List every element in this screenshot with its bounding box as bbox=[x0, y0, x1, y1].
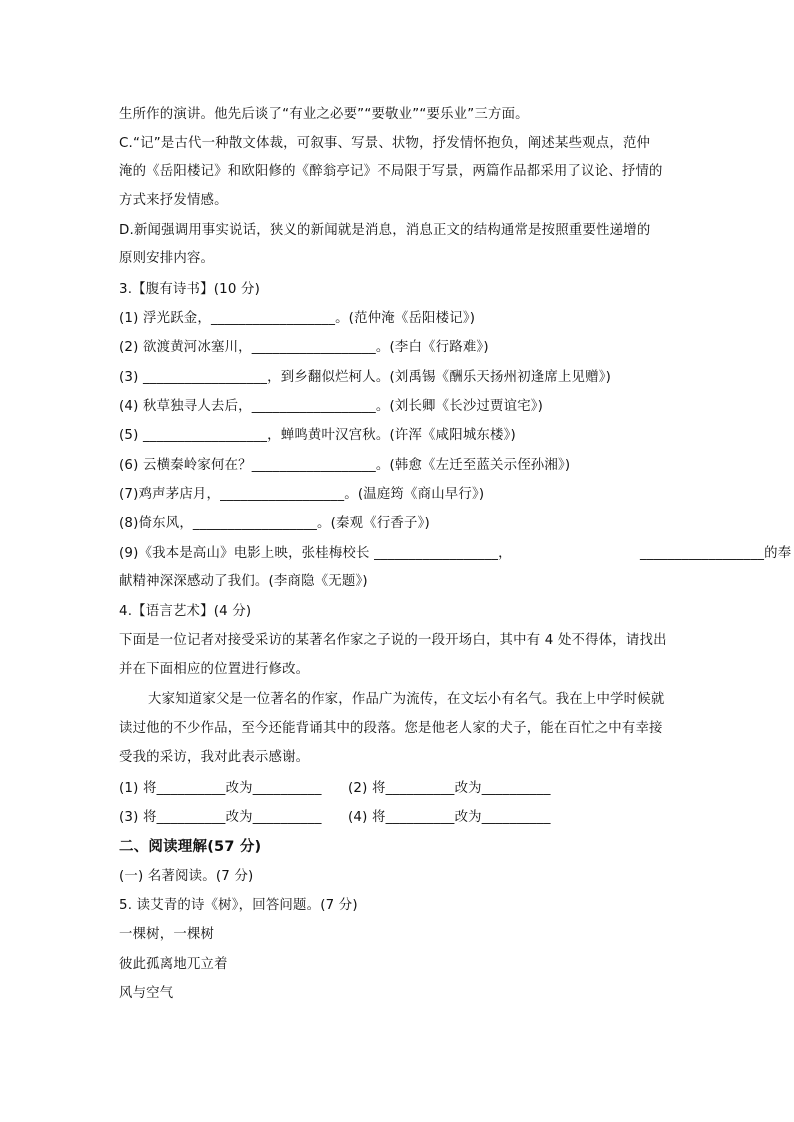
q3-item-8: (8)倚东风，__________________。(秦观《行香子》) bbox=[119, 516, 430, 531]
option-b-continued: 生所作的演讲。他先后谈了“有业之必要”“要敬业”“要乐业”三方面。 bbox=[119, 107, 529, 122]
q4-instruction-line-2: 并在下面相应的位置进行修改。 bbox=[119, 662, 310, 677]
q3-item-2: (2) 欲渡黄河冰塞川，__________________。(李白《行路难》) bbox=[119, 340, 489, 355]
poem-line-3: 风与空气 bbox=[119, 986, 174, 1001]
q3-item-6: (6) 云横秦岭家何在？__________________。(韩愈《左迁至蓝关示侄孙湘》) bbox=[119, 458, 571, 473]
q4-passage-line-1: 大家知道家父是一位著名的作家，作品广为流传，在文坛小有名气。我在上中学时候就 bbox=[148, 692, 665, 707]
q3-item-9-part-a: (9)《我本是高山》电影上映，张桂梅校长 __________________， bbox=[119, 546, 512, 561]
q3-item-9-line-1 bbox=[119, 545, 792, 563]
q4-answer-4: (4) 将__________改为__________ bbox=[348, 810, 551, 825]
section-2-title: 二、阅读理解(57 分) bbox=[119, 839, 262, 855]
poem-line-1: 一棵树，一棵树 bbox=[119, 927, 215, 942]
q4-answer-row-1 bbox=[119, 780, 559, 798]
q3-item-5: (5) __________________，蝉鸣黄叶汉宫秋。(许浑《咸阳城东楼》) bbox=[119, 428, 516, 443]
option-d-line-2: 原则安排内容。 bbox=[119, 251, 215, 266]
q3-item-7: (7)鸡声茅店月，__________________。(温庭筠《商山早行》) bbox=[119, 487, 485, 502]
q3-item-4: (4) 秋草独寻人去后，__________________。(刘长卿《长沙过贾谊宅》) bbox=[119, 399, 544, 414]
q4-answer-3: (3) 将__________改为__________ bbox=[119, 810, 322, 825]
option-c-line-3: 方式来抒发情感。 bbox=[119, 193, 228, 208]
part-1-heading: (一) 名著阅读。(7 分) bbox=[119, 869, 254, 884]
q3-item-9-line-2: 献精神深深感动了我们。(李商隐《无题》) bbox=[119, 574, 368, 589]
question-4-heading: 4.【语言艺术】(4 分) bbox=[119, 604, 252, 619]
q4-passage-line-2: 读过他的不少作品，至今还能背诵其中的段落。您是他老人家的犬子，能在百忙之中有幸接 bbox=[119, 721, 663, 736]
q3-item-9-part-b: __________________的奉 bbox=[640, 546, 792, 561]
q4-answer-row-2 bbox=[119, 809, 559, 827]
q4-instruction-line-1: 下面是一位记者对接受采访的某著名作家之子说的一段开场白，其中有 4 处不得体，请找出 bbox=[119, 633, 667, 648]
q3-item-1: (1) 浮光跃金，__________________。(范仲淹《岳阳楼记》) bbox=[119, 311, 476, 326]
q4-passage-line-3: 受我的采访，我对此表示感谢。 bbox=[119, 750, 310, 765]
q4-answer-1: (1) 将__________改为__________ bbox=[119, 781, 322, 796]
q3-item-3: (3) __________________，到乡翻似烂柯人。(刘禹锡《酬乐天扬州初逢席上见赠》) bbox=[119, 370, 612, 385]
q4-answer-2: (2) 将__________改为__________ bbox=[348, 781, 551, 796]
poem-line-2: 彼此孤离地兀立着 bbox=[119, 957, 228, 972]
option-c-line-2: 淹的《岳阳楼记》和欧阳修的《醉翁亭记》不局限于写景，两篇作品都采用了议论、抒情的 bbox=[119, 164, 663, 179]
question-3-heading: 3.【腹有诗书】(10 分) bbox=[119, 282, 261, 297]
option-c-line-1: C.“记”是古代一种散文体裁，可叙事、写景、状物，抒发情怀抱负，阐述某些观点，范仲 bbox=[119, 136, 651, 151]
option-d-line-1: D.新闻强调用事实说话，狭义的新闻就是消息，消息正文的结构通常是按照重要性递增的 bbox=[119, 223, 651, 238]
question-5-heading: 5. 读艾青的诗《树》，回答问题。(7 分) bbox=[119, 898, 358, 913]
